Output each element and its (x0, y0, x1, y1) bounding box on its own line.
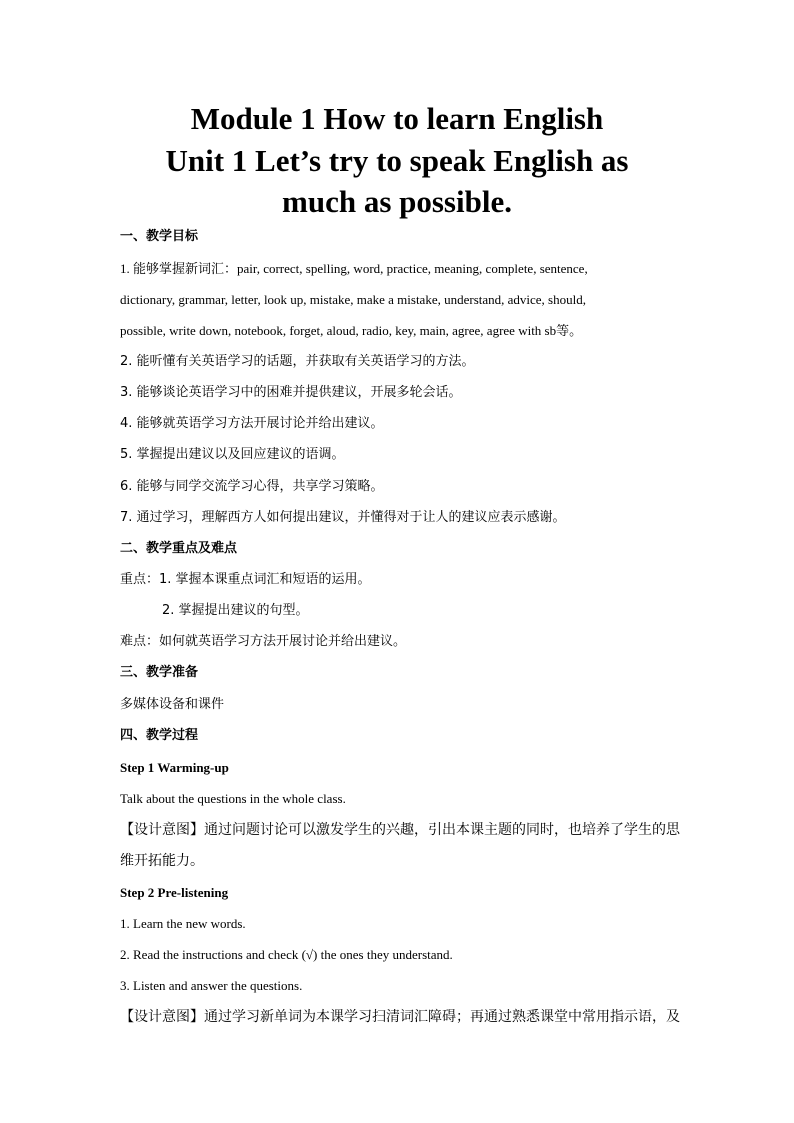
step-1-text: Talk about the questions in the whole class. (120, 791, 346, 806)
key-point-1: 重点：1. 掌握本课重点词汇和短语的运用。 (120, 572, 371, 587)
step-1-title: Step 1 Warming-up (120, 760, 229, 775)
section-heading-objectives: 一、教学目标 (120, 229, 199, 244)
title-line-2: Unit 1 Let’s try to speak English as (165, 143, 629, 178)
step-2-item-2: 2. Read the instructions and check (√) the ones they understand. (120, 947, 453, 962)
step-2-intent-line-1: 【设计意图】通过学习新单词为本课学习扫清词汇障碍；再通过熟悉课堂中常用指示语，及 (120, 1009, 680, 1025)
objective-1-line-2: dictionary, grammar, letter, look up, mistake, make a mistake, understand, advice, should, (120, 292, 586, 307)
section-heading-process: 四、教学过程 (120, 728, 199, 743)
objective-1-line-3: possible, write down, notebook, forget, aloud, radio, key, main, agree, agree with sb等。 (120, 323, 583, 338)
step-1-intent-line-1: 【设计意图】通过问题讨论可以激发学生的兴趣，引出本课主题的同时，也培养了学生的思 (120, 822, 680, 838)
section-heading-key-points: 二、教学重点及难点 (120, 541, 238, 556)
difficulty: 难点：如何就英语学习方法开展讨论并给出建议。 (120, 634, 407, 649)
step-1-intent-line-2: 维开拓能力。 (120, 853, 204, 869)
objective-7: 7. 通过学习，理解西方人如何提出建议，并懂得对于让人的建议应表示感谢。 (120, 510, 566, 525)
objective-1-line-1: 1. 能够掌握新词汇：pair, correct, spelling, word, practice, meaning, complete, sentence, (120, 261, 588, 276)
section-heading-preparation: 三、教学准备 (120, 665, 199, 680)
title-line-1: Module 1 How to learn English (190, 101, 604, 136)
step-2-item-3: 3. Listen and answer the questions. (120, 978, 303, 993)
step-2-title: Step 2 Pre-listening (120, 885, 229, 900)
preparation-content: 多媒体设备和课件 (120, 697, 225, 712)
objective-4: 4. 能够就英语学习方法开展讨论并给出建议。 (120, 416, 384, 431)
key-point-2: 2. 掌握提出建议的句型。 (162, 603, 309, 618)
objective-5: 5. 掌握提出建议以及回应建议的语调。 (120, 447, 345, 462)
step-2-item-1: 1. Learn the new words. (120, 916, 246, 931)
objective-3: 3. 能够谈论英语学习中的困难并提供建议，开展多轮会话。 (120, 385, 462, 400)
title-line-3: much as possible. (282, 184, 512, 219)
objective-2: 2. 能听懂有关英语学习的话题，并获取有关英语学习的方法。 (120, 354, 475, 369)
objective-6: 6. 能够与同学交流学习心得，共享学习策略。 (120, 479, 384, 494)
